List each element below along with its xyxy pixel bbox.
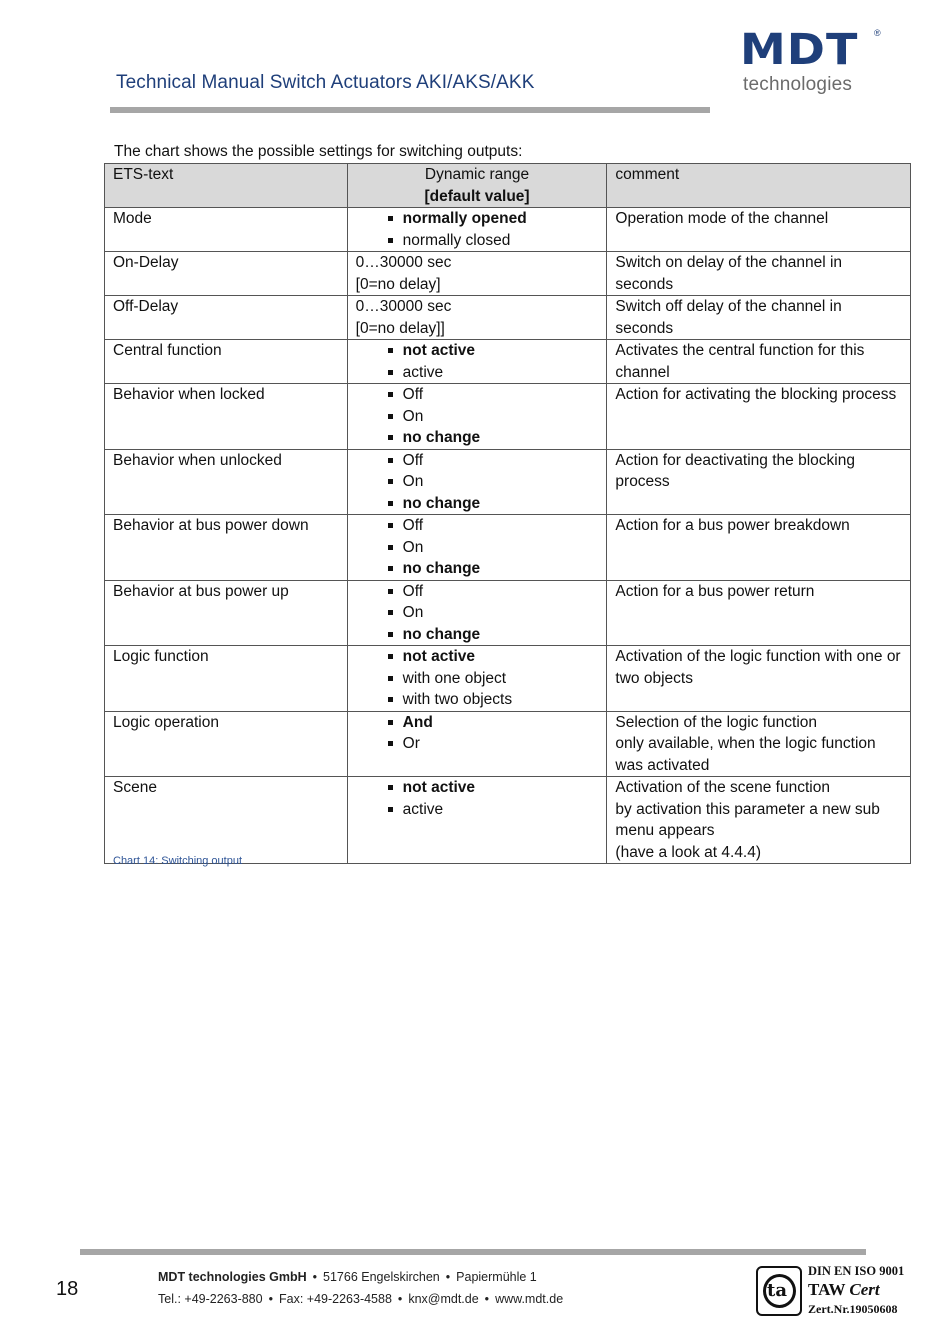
range-line: 0…30000 sec bbox=[355, 298, 452, 315]
option-list bbox=[356, 581, 599, 646]
comment-cell: Action for a bus power return bbox=[607, 580, 911, 646]
certification-badge bbox=[756, 1264, 912, 1320]
ets-text-cell: On-Delay bbox=[105, 252, 348, 296]
ets-text-cell: Central function bbox=[105, 340, 348, 384]
range-line: [0=no delay]] bbox=[355, 319, 445, 337]
option-list bbox=[356, 515, 599, 580]
cert-issuer: TAW Cert bbox=[808, 1280, 880, 1299]
footer-bullet: • bbox=[268, 1292, 273, 1306]
footer-fax: Fax: +49-2263-4588 bbox=[278, 1292, 392, 1306]
cert-number: Zert.Nr.19050608 bbox=[808, 1302, 898, 1316]
ets-text-cell: Mode bbox=[105, 208, 348, 252]
footer-contact-line bbox=[158, 1292, 563, 1306]
ets-text-cell: Behavior at bus power up bbox=[105, 580, 348, 646]
option-item: with two objects bbox=[388, 689, 599, 711]
default-option: no change bbox=[388, 558, 599, 580]
header-divider bbox=[110, 107, 710, 113]
ets-text-cell: Behavior when locked bbox=[105, 384, 348, 450]
footer-street: Papiermühle 1 bbox=[456, 1270, 537, 1284]
dynamic-range-cell bbox=[347, 580, 607, 646]
logo-subtitle: technologies bbox=[743, 74, 853, 95]
comment-cell: Action for a bus power breakdown bbox=[607, 515, 911, 581]
footer-bullet: • bbox=[445, 1270, 451, 1284]
option-item: On bbox=[388, 537, 599, 559]
default-option: no change bbox=[388, 624, 599, 646]
option-list bbox=[356, 646, 599, 711]
intro-text: The chart shows the possible settings for switching outputs: bbox=[114, 143, 523, 160]
table-row bbox=[105, 384, 911, 450]
option-list bbox=[356, 340, 599, 383]
comment-cell bbox=[607, 711, 911, 777]
footer-city: 51766 Engelskirchen bbox=[323, 1270, 440, 1284]
option-list bbox=[356, 450, 599, 515]
comment-cell: Operation mode of the channel bbox=[607, 208, 911, 252]
default-option: And bbox=[388, 712, 599, 734]
option-item: Off bbox=[388, 384, 599, 406]
footer-email: knx@mdt.de bbox=[408, 1292, 479, 1306]
dynamic-range-cell bbox=[347, 646, 607, 712]
table-row bbox=[105, 340, 911, 384]
logo-wordmark: MDT bbox=[740, 24, 859, 74]
option-list bbox=[356, 384, 599, 449]
header-dynamic-range bbox=[347, 164, 607, 208]
footer-web: www.mdt.de bbox=[495, 1292, 564, 1306]
ets-text-cell: Behavior at bus power down bbox=[105, 515, 348, 581]
option-list bbox=[356, 712, 599, 755]
registered-mark: ® bbox=[874, 28, 881, 38]
option-item: Off bbox=[388, 450, 599, 472]
table-row bbox=[105, 252, 911, 296]
comment-line: Activation of the scene function bbox=[615, 779, 830, 796]
cert-standard: DIN EN ISO 9001 bbox=[808, 1264, 905, 1278]
mdt-logo bbox=[740, 24, 886, 100]
table-row bbox=[105, 208, 911, 252]
comment-line: (have a look at 4.4.4) bbox=[615, 843, 762, 861]
table-row bbox=[105, 580, 911, 646]
range-line: 0…30000 sec bbox=[355, 254, 452, 271]
dynamic-range-cell bbox=[347, 340, 607, 384]
table-row bbox=[105, 449, 911, 515]
taw-logo-icon bbox=[756, 1266, 802, 1316]
option-item: Off bbox=[388, 581, 599, 603]
comment-cell: Action for deactivating the blocking process bbox=[607, 449, 911, 515]
default-option: normally opened bbox=[388, 208, 599, 230]
default-option: not active bbox=[388, 646, 599, 668]
option-list bbox=[356, 777, 599, 820]
footer-tel: Tel.: +49-2263-880 bbox=[158, 1292, 263, 1306]
footer-divider bbox=[80, 1249, 866, 1255]
header-range-line1: Dynamic range bbox=[424, 166, 530, 183]
header-ets-text: ETS-text bbox=[105, 164, 348, 208]
comment-cell: Activation of the logic function with one or two objects bbox=[607, 646, 911, 712]
option-item: active bbox=[388, 799, 599, 821]
option-item: with one object bbox=[388, 668, 599, 690]
dynamic-range-cell bbox=[347, 515, 607, 581]
dynamic-range-cell bbox=[347, 252, 607, 296]
footer-bullet: • bbox=[312, 1270, 318, 1284]
option-item: On bbox=[388, 406, 599, 428]
ets-text-cell: Scene bbox=[105, 777, 348, 864]
table-row bbox=[105, 711, 911, 777]
default-option: not active bbox=[388, 777, 599, 799]
footer-bullet: • bbox=[397, 1292, 403, 1306]
header-comment: comment bbox=[607, 164, 911, 208]
dynamic-range-cell bbox=[347, 711, 607, 777]
table-row bbox=[105, 646, 911, 712]
header-range-line2: [default value] bbox=[424, 187, 530, 205]
table-header-row bbox=[105, 164, 911, 208]
ets-text-cell: Logic operation bbox=[105, 711, 348, 777]
default-option: no change bbox=[388, 493, 599, 515]
footer-address-line bbox=[158, 1270, 537, 1284]
default-option: no change bbox=[388, 427, 599, 449]
dynamic-range-cell bbox=[347, 384, 607, 450]
comment-cell: Activates the central function for this channel bbox=[607, 340, 911, 384]
dynamic-range-cell bbox=[347, 296, 607, 340]
option-item: active bbox=[388, 362, 599, 384]
table-body bbox=[105, 208, 911, 864]
comment-cell: Switch on delay of the channel in seconds bbox=[607, 252, 911, 296]
ets-text-cell: Logic function bbox=[105, 646, 348, 712]
page-number: 18 bbox=[56, 1278, 79, 1300]
option-list bbox=[356, 208, 599, 251]
default-option: not active bbox=[388, 340, 599, 362]
comment-line: by activation this parameter a new sub menu appears bbox=[615, 800, 880, 839]
table-row bbox=[105, 515, 911, 581]
table-row bbox=[105, 777, 911, 864]
range-line: [0=no delay] bbox=[355, 275, 441, 293]
option-item: normally closed bbox=[388, 230, 599, 252]
comment-line: Selection of the logic function bbox=[615, 713, 818, 731]
comment-cell bbox=[607, 777, 911, 864]
ets-text-cell: Behavior when unlocked bbox=[105, 449, 348, 515]
table-caption: Chart 14: Switching output bbox=[113, 855, 243, 867]
option-item: Or bbox=[388, 733, 599, 755]
page-header-title: Technical Manual Switch Actuators AKI/AKS/AKK bbox=[116, 72, 535, 93]
dynamic-range-cell bbox=[347, 777, 607, 864]
table-row bbox=[105, 296, 911, 340]
settings-table bbox=[104, 163, 911, 864]
option-item: Off bbox=[388, 515, 599, 537]
taw-logo-mark: ta bbox=[767, 1280, 787, 1301]
option-item: On bbox=[388, 602, 599, 624]
comment-cell: Action for activating the blocking process bbox=[607, 384, 911, 450]
dynamic-range-cell bbox=[347, 208, 607, 252]
comment-cell: Switch off delay of the channel in seconds bbox=[607, 296, 911, 340]
dynamic-range-cell bbox=[347, 449, 607, 515]
ets-text-cell: Off-Delay bbox=[105, 296, 348, 340]
comment-line: only available, when the logic function was activated bbox=[615, 735, 876, 774]
option-item: On bbox=[388, 471, 599, 493]
footer-bullet: • bbox=[484, 1292, 490, 1306]
company-name: MDT technologies GmbH bbox=[158, 1270, 307, 1284]
